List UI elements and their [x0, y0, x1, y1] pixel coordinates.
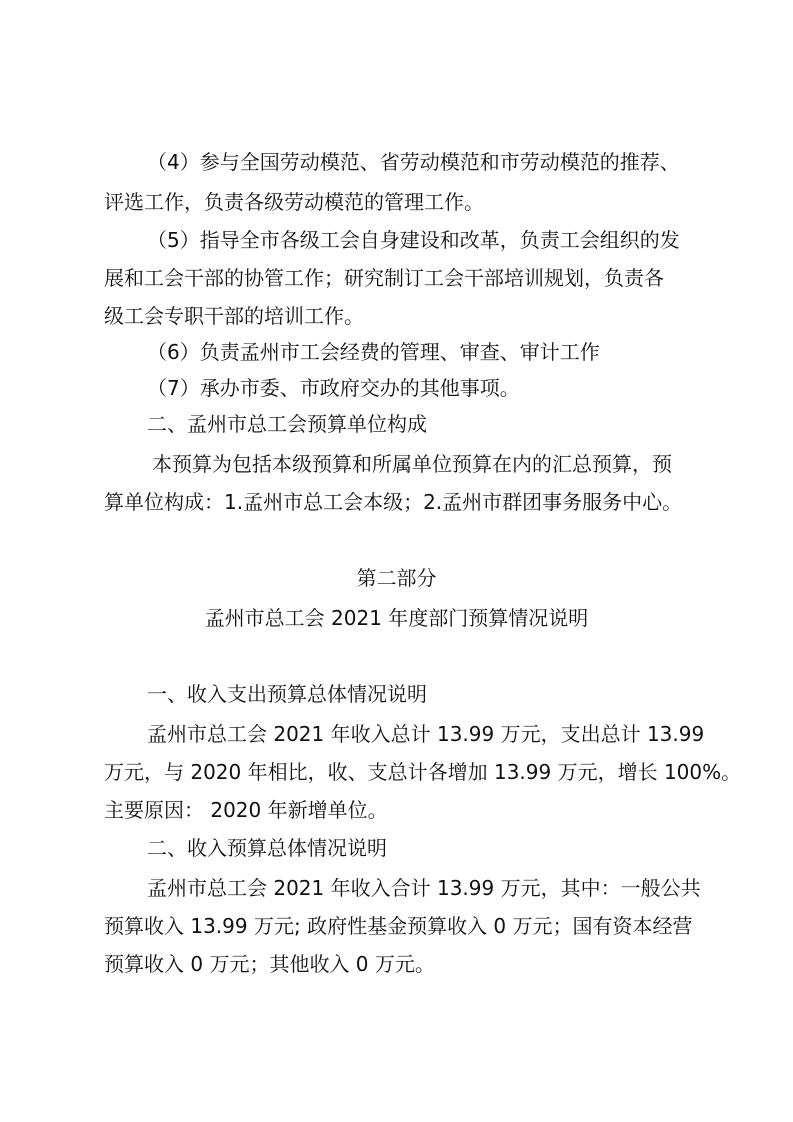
- section-heading-budget-units: 二、孟州市总工会预算单位构成: [147, 412, 427, 436]
- item-6: （6）负责孟州市工会经费的管理、审查、审计工作: [147, 340, 600, 364]
- item-5-line-1: （5）指导全市各级工会自身建设和改革，负责工会组织的发: [147, 228, 680, 252]
- item-7: （7）承办市委、市政府交办的其他事项。: [147, 376, 520, 400]
- overview-para-line-2: 万元，与 2020 年相比，收、支总计各增加 13.99 万元，增长 100%。: [104, 760, 742, 784]
- section-heading-overview: 一、收入支出预算总体情况说明: [147, 682, 427, 706]
- part-subtitle: 孟州市总工会 2021 年度部门预算情况说明: [204, 606, 589, 630]
- item-5-line-3: 级工会专职干部的培训工作。: [104, 304, 364, 328]
- overview-para-line-3: 主要原因： 2020 年新增单位。: [104, 798, 388, 822]
- budget-units-para-line-2: 算单位构成：1.孟州市总工会本级；2.孟州市群团事务服务中心。: [104, 490, 683, 514]
- item-4-line-2: 评选工作，负责各级劳动模范的管理工作。: [104, 190, 484, 214]
- section-heading-income: 二、收入预算总体情况说明: [147, 836, 387, 860]
- item-4-line-1: （4）参与全国劳动模范、省劳动模范和市劳动模范的推荐、: [147, 150, 680, 174]
- item-5-line-2: 展和工会干部的协管工作；研究制订工会干部培训规划，负责各: [104, 266, 664, 290]
- overview-para-line-1: 孟州市总工会 2021 年收入总计 13.99 万元，支出总计 13.99: [147, 722, 705, 746]
- part-title: 第二部分: [356, 566, 437, 590]
- budget-units-para-line-1: 本预算为包括本级预算和所属单位预算在内的汇总预算，预: [152, 452, 672, 476]
- income-para-line-1: 孟州市总工会 2021 年收入合计 13.99 万元，其中：一般公共: [147, 876, 701, 900]
- income-para-line-3: 预算收入 0 万元；其他收入 0 万元。: [104, 952, 435, 976]
- income-para-line-2: 预算收入 13.99 万元; 政府性基金预算收入 0 万元；国有资本经营: [104, 914, 693, 938]
